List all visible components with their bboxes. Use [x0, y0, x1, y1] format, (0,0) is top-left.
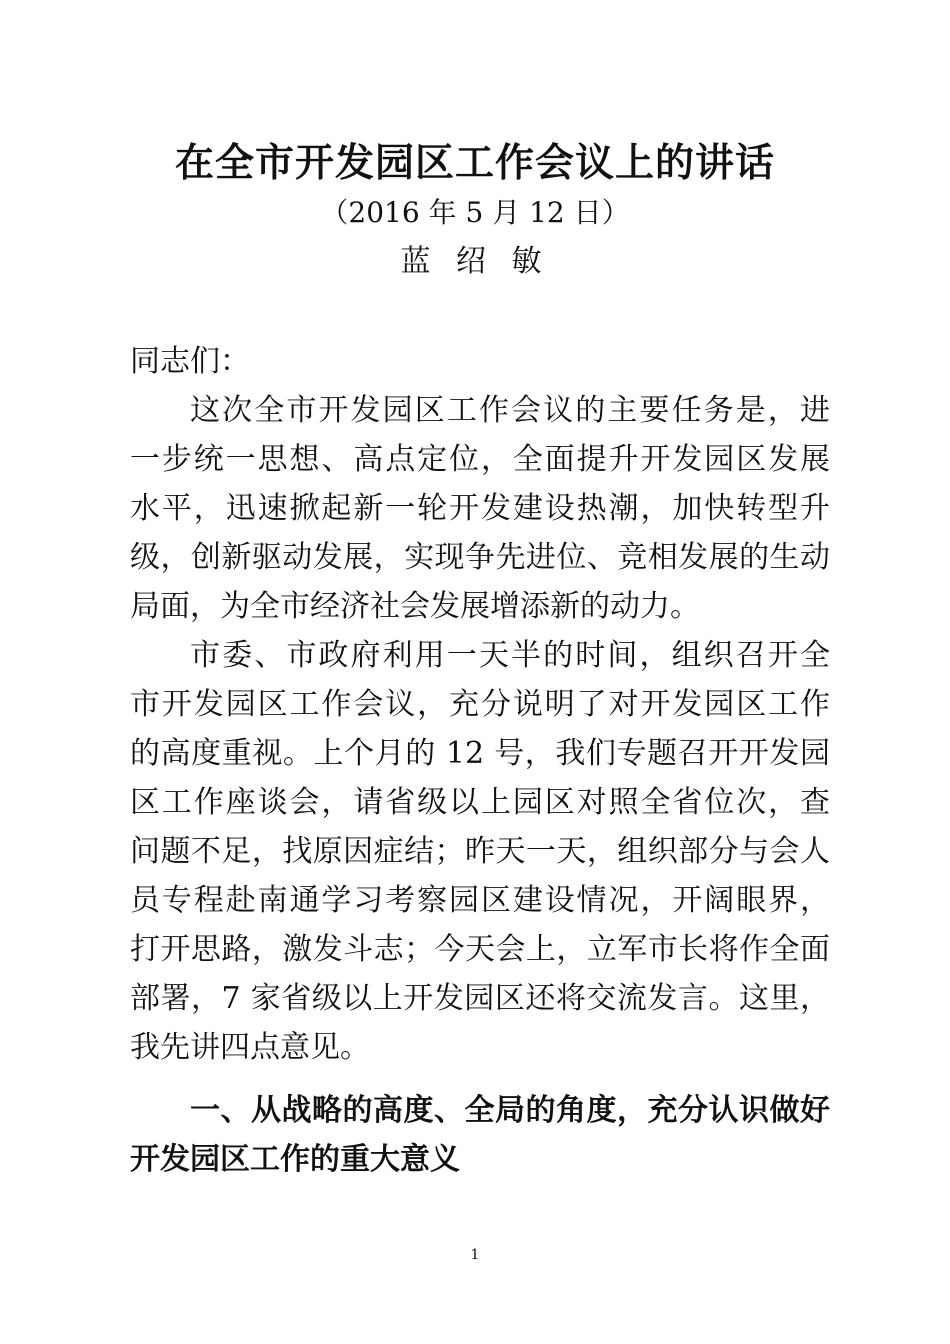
- paragraph-2-line-2: 市开发园区工作会议，充分说明了对开发园区工作: [130, 687, 830, 722]
- paragraph-1-line-5: 局面，为全市经济社会发展增添新的动力。: [130, 589, 700, 624]
- paragraph-2-line-8: 部署，7 家省级以上开发园区还将交流发言。这里，: [130, 981, 830, 1016]
- section-heading-line-1: 一、从战略的高度、全局的角度，充分认识做好: [190, 1093, 830, 1128]
- section-heading-line-2: 开发园区工作的重大意义: [130, 1142, 460, 1177]
- salutation: 同志们：: [130, 344, 250, 379]
- paragraph-1-line-1: 这次全市开发园区工作会议的主要任务是，进: [190, 393, 830, 428]
- paragraph-2-line-7: 打开思路，激发斗志；今天会上，立军市长将作全面: [130, 932, 830, 967]
- paragraph-1-line-3: 水平，迅速掀起新一轮开发建设热潮，加快转型升: [130, 491, 830, 526]
- paragraph-2-line-1: 市委、市政府利用一天半的时间，组织召开全: [190, 638, 830, 673]
- section-heading-1: [130, 1086, 830, 1184]
- speech-body: [130, 337, 830, 1072]
- paragraph-1-line-4: 级，创新驱动发展，实现争先进位、竞相发展的生动: [130, 540, 830, 575]
- page-number: 1: [470, 1247, 480, 1263]
- paragraph-2-line-4: 区工作座谈会，请省级以上园区对照全省位次，查: [130, 785, 830, 820]
- document-author: 蓝 绍 敏: [400, 244, 550, 279]
- document-title: 在全市开发园区工作会议上的讲话: [174, 140, 775, 186]
- paragraph-2-line-3: 的高度重视。上个月的 12 号，我们专题召开开发园: [130, 736, 830, 771]
- document-date: （2016 年 5 月 12 日）: [320, 196, 630, 229]
- paragraph-2-line-9: 我先讲四点意见。: [130, 1030, 370, 1065]
- paragraph-1-line-2: 一步统一思想、高点定位，全面提升开发园区发展: [130, 442, 830, 477]
- paragraph-2-line-6: 员专程赴南通学习考察园区建设情况，开阔眼界，: [130, 883, 830, 918]
- paragraph-2-line-5: 问题不足，找原因症结；昨天一天，组织部分与会人: [130, 834, 830, 869]
